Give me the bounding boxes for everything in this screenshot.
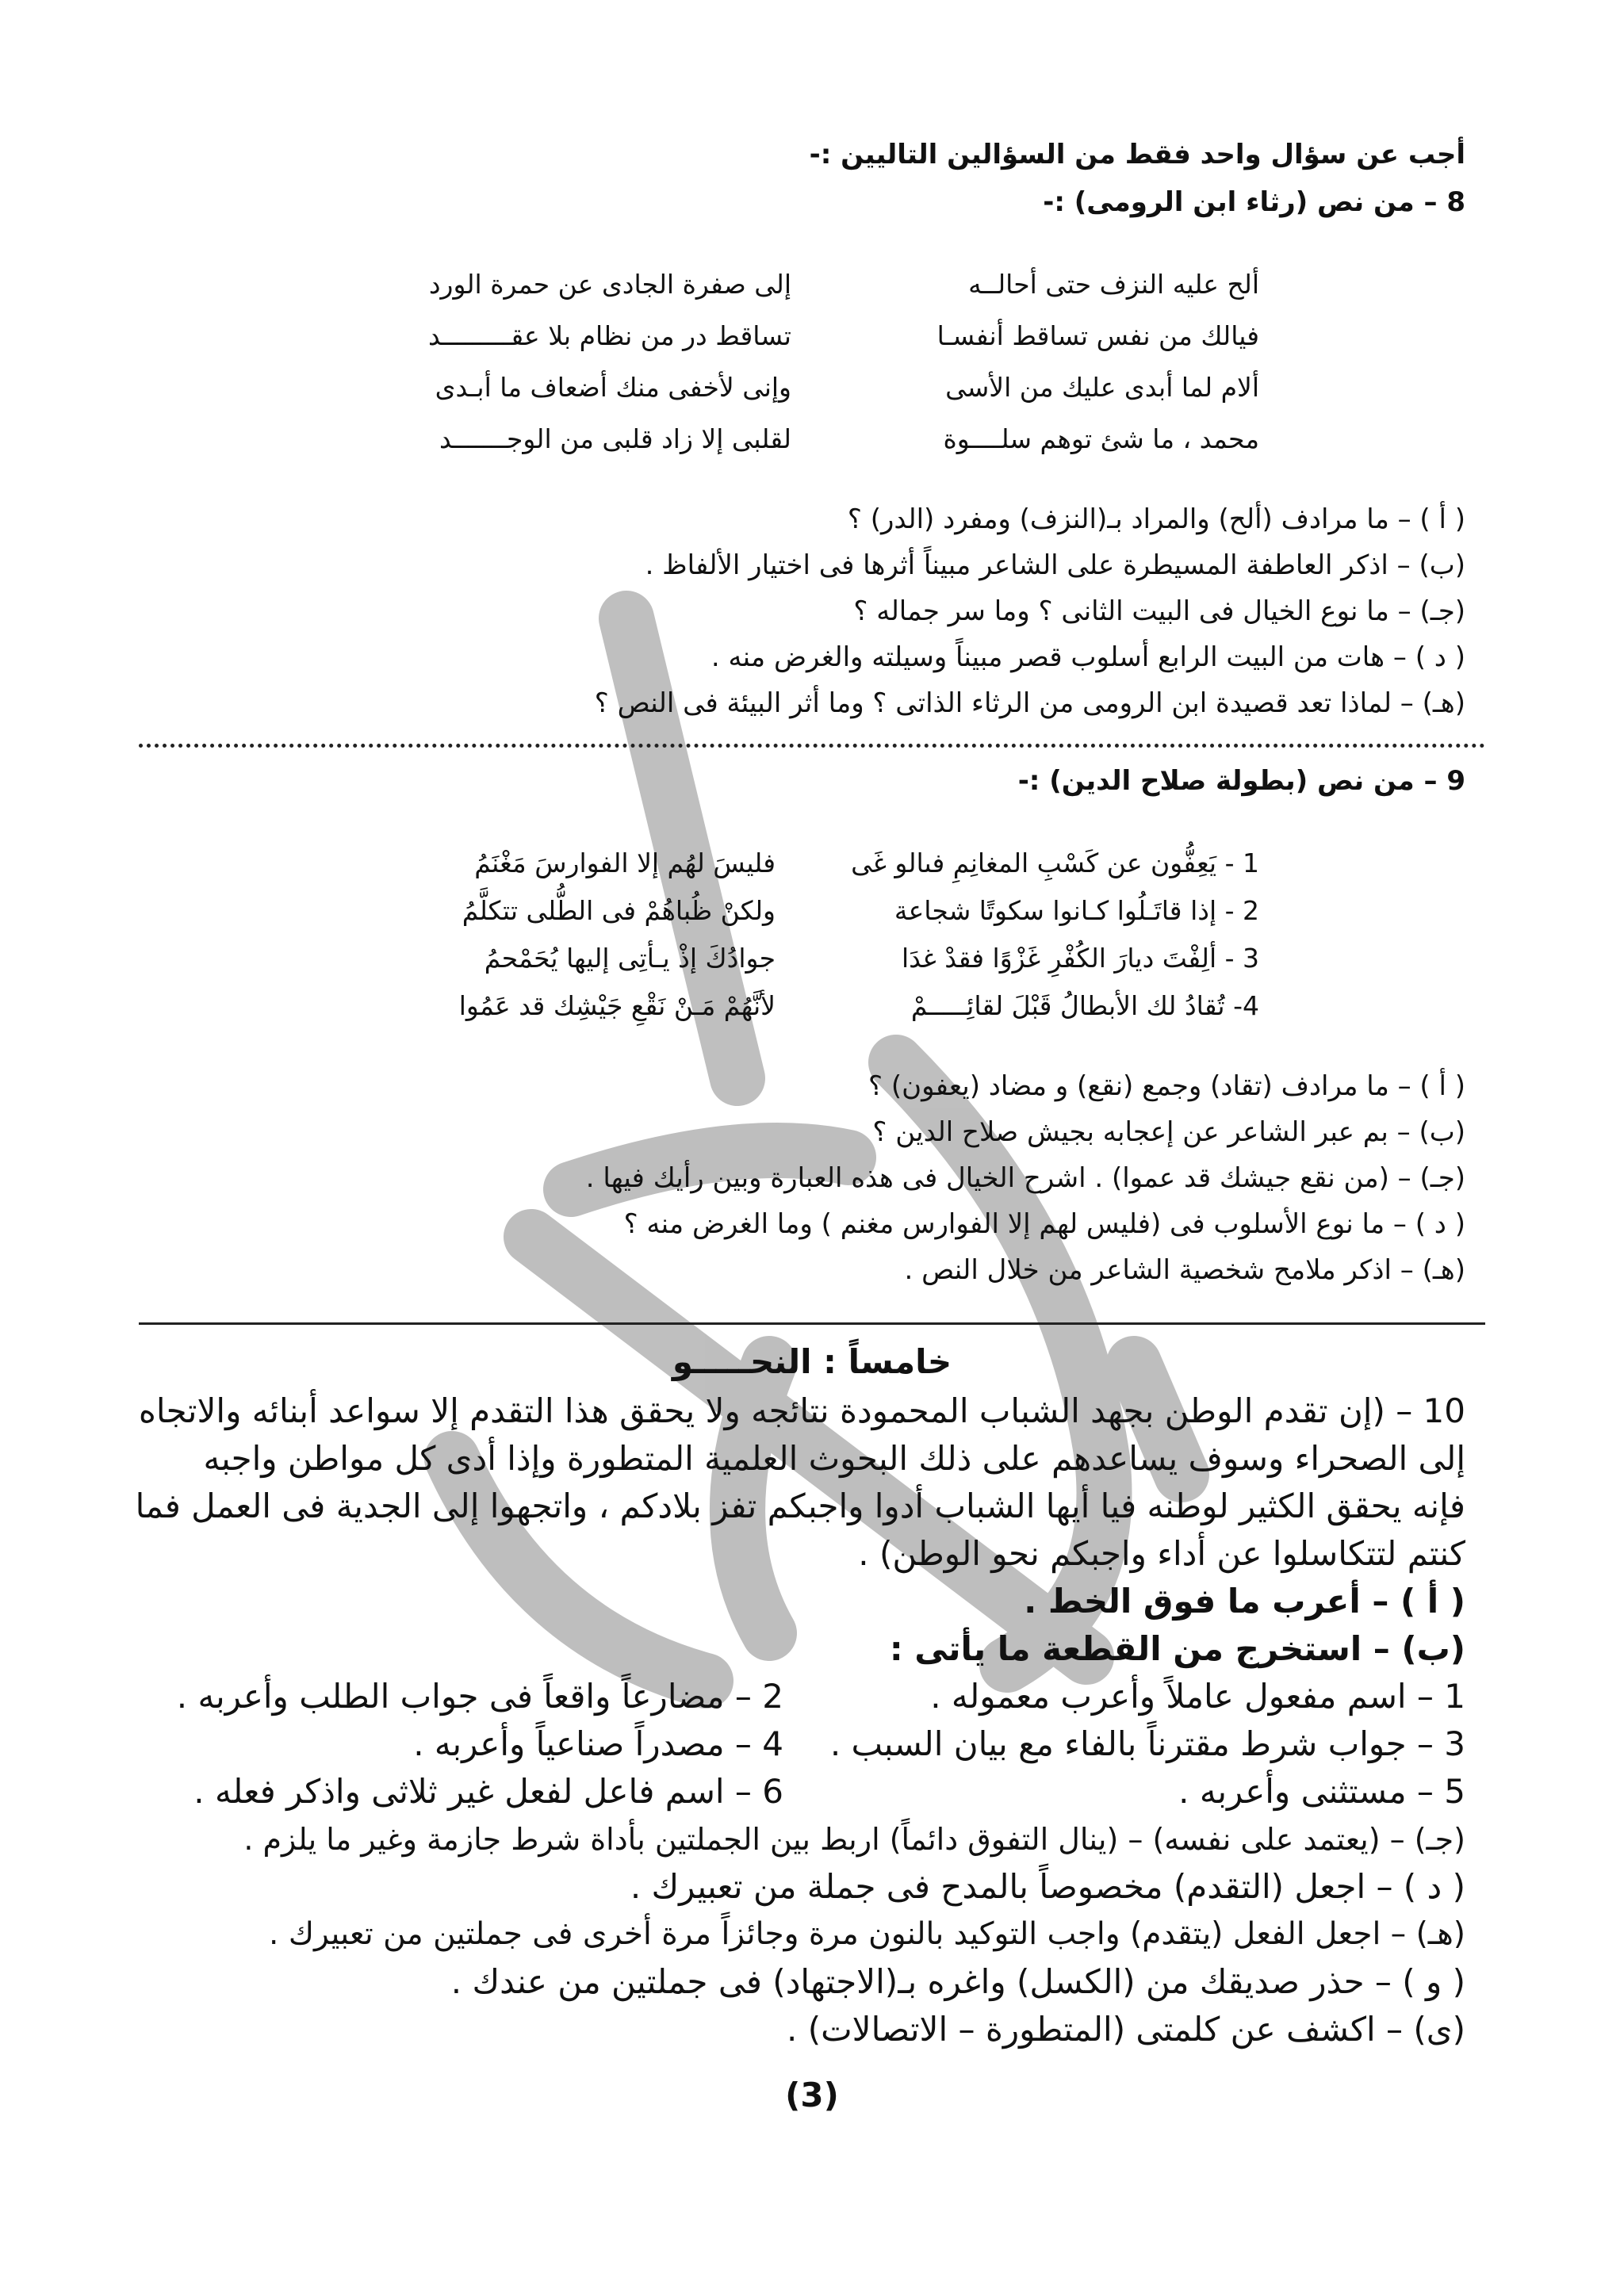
verse-left: وإنى لأخفى منك أضعاف ما أبـدى xyxy=(435,372,791,403)
nahw-paragraph-line: كنتم لتتكاسلوا عن أداء واجبكم نحو الوطن) . xyxy=(858,1534,1465,1573)
verse-left: إلى صفرة الجادى عن حمرة الورد xyxy=(428,269,791,300)
verse-right: 4- تُقادُ لك الأبطالُ قَبْلَ لقائِـــــمْ xyxy=(910,990,1259,1021)
nahw-e: (هـ) – اجعل الفعل (يتقدم) واجب التوكيد بالنون مرة وجائزاً مرة أخرى فى جملتين من تعبيرك . xyxy=(269,1916,1465,1952)
b-item: 6 – اسم فاعل لفعل غير ثلاثى واذكر فعله . xyxy=(193,1772,783,1811)
q9-question: ( أ ) – ما مرادف (تقاد) وجمع (نقع) و مضاد (يعفون) ؟ xyxy=(868,1070,1465,1102)
verse-left: تساقط در من نظام بلا عقـــــــــد xyxy=(428,320,791,351)
b-item: 2 – مضارعاً واقعاً فى جواب الطلب وأعربه . xyxy=(176,1677,783,1716)
q8-heading: 8 – من نص (رثاء ابن الرومى) :- xyxy=(1043,186,1465,218)
page-number: (3) xyxy=(785,2076,839,2114)
nahw-y: (ى) – اكشف عن كلمتى (المتطورة – الاتصالات) . xyxy=(787,2010,1465,2049)
verse-right: 1 - يَعِفُّون عن كَسْبِ المغانِمِ فىالو غَى xyxy=(851,848,1259,878)
q9-heading: 9 – من نص (بطولة صلاح الدين) :- xyxy=(1017,765,1465,797)
q8-question: (ب) – اذكر العاطفة المسيطرة على الشاعر مبيناً أثرها فى اختيار الألفاظ . xyxy=(645,549,1465,581)
q9-question: (ب) – بم عبر الشاعر عن إعجابه بجيش صلاح الدين ؟ xyxy=(872,1116,1465,1148)
nahw-d: ( د ) – اجعل (التقدم) مخصوصاً بالمدح فى جملة من تعبيرك . xyxy=(630,1867,1465,1906)
verse-left: فليسَ لهُم إلا الفوارسَ مَغْنَمُ xyxy=(474,848,776,878)
nahw-paragraph-line: فإنه يحقق الكثير لوطنه فيا أيها الشباب أدوا واجبكم تفز بلادكم ، واتجهوا إلى الجدية فى العمل فما xyxy=(135,1487,1465,1525)
q9-question: ( د ) – ما نوع الأسلوب فى (فليس لهم إلا الفوارس مغنم ) وما الغرض منه ؟ xyxy=(623,1208,1465,1240)
verse-left: جوادُكَ إذْ يـأتِى إليها يُحَمْحمُ xyxy=(484,943,776,974)
q9-question: (جـ) – (من نقع جيشك قد عموا) . اشرح الخيال فى هذه العبارة وبين رأيك فيها . xyxy=(585,1162,1465,1194)
verse-right: 3 - ألِفْتَ ديارَ الكُفْرِ غَزْوًا فقدْ غدَا xyxy=(902,943,1259,974)
verse-right: ألام لما أبدى عليك من الأسى xyxy=(945,372,1259,403)
nahw-b: (ب) – استخرج من القطعة ما يأتى : xyxy=(889,1629,1465,1668)
verse-left: ولكنْ ظُباهُمْ فى الطُّلى تتكلَّمُ xyxy=(462,895,776,926)
q8-question: ( د ) – هات من البيت الرابع أسلوب قصر مبيناً وسيلته والغرض منه . xyxy=(710,641,1465,673)
instructions: أجب عن سؤال واحد فقط من السؤالين التاليين :- xyxy=(809,139,1465,170)
dotted-divider xyxy=(139,744,1485,748)
verse-left: لقلبى إلا زاد قلبى من الوجـــــــد xyxy=(439,423,791,454)
verse-right: فيالك من نفس تساقط أنفسـا xyxy=(936,320,1259,351)
verse-right: 2 - إذا قاتَـلُوا كـانوا سكوتًا شجاعة xyxy=(894,895,1259,926)
q8-question: (جـ) – ما نوع الخيال فى البيت الثانى ؟ وما سر جماله ؟ xyxy=(853,595,1465,627)
b-item: 1 – اسم مفعول عاملاً وأعرب معموله . xyxy=(930,1677,1465,1716)
nahw-a: ( أ ) – أعرب ما فوق الخط . xyxy=(1024,1582,1465,1621)
verse-left: لأنَّهُمْ مَـنْ نَقْعِ جَيْشِك قد عَمُوا xyxy=(458,990,776,1021)
q8-question: (هـ) – لماذا تعد قصيدة ابن الرومى من الرثاء الذاتى ؟ وما أثر البيئة فى النص ؟ xyxy=(594,687,1465,719)
verse-right: ألح عليه النزف حتى أحالــه xyxy=(968,269,1259,300)
verse-right: محمد ، ما شئ توهم سلــــوة xyxy=(943,423,1259,454)
b-item: 4 – مصدراً صناعياً وأعربه . xyxy=(413,1724,783,1763)
b-item: 5 – مستثنى وأعربه . xyxy=(1178,1772,1465,1811)
section-divider xyxy=(139,1322,1485,1325)
nahw-f: ( و ) – حذر صديقك من (الكسل) واغره بـ(الاجتهاد) فى جملتين من عندك . xyxy=(450,1962,1465,2001)
q8-question: ( أ ) – ما مرادف (ألح) والمراد بـ(النزف) ومفرد (الدر) ؟ xyxy=(847,503,1465,535)
q9-question: (هـ) – اذكر ملامح شخصية الشاعر من خلال النص . xyxy=(904,1254,1465,1286)
nahw-paragraph-line: إلى الصحراء وسوف يساعدهم على ذلك البحوث العلمية المتطورة وإذا أدى كل مواطن واجبه xyxy=(203,1439,1465,1478)
nahw-paragraph-line: 10 – (إن تقدم الوطن بجهد الشباب المحمودة نتائجه ولا يحقق هذا التقدم إلا سواعد أبنائه والاتجاه xyxy=(138,1391,1465,1430)
nahw-title: خامساً : النحـــــو xyxy=(672,1342,952,1381)
b-item: 3 – جواب شرط مقترناً بالفاء مع بيان السبب . xyxy=(829,1724,1465,1763)
nahw-c: (جـ) – (يعتمد على نفسه) – (ينال التفوق دائماً) اربط بين الجملتين بأداة شرط جازمة وغير ما يلزم . xyxy=(243,1822,1465,1857)
